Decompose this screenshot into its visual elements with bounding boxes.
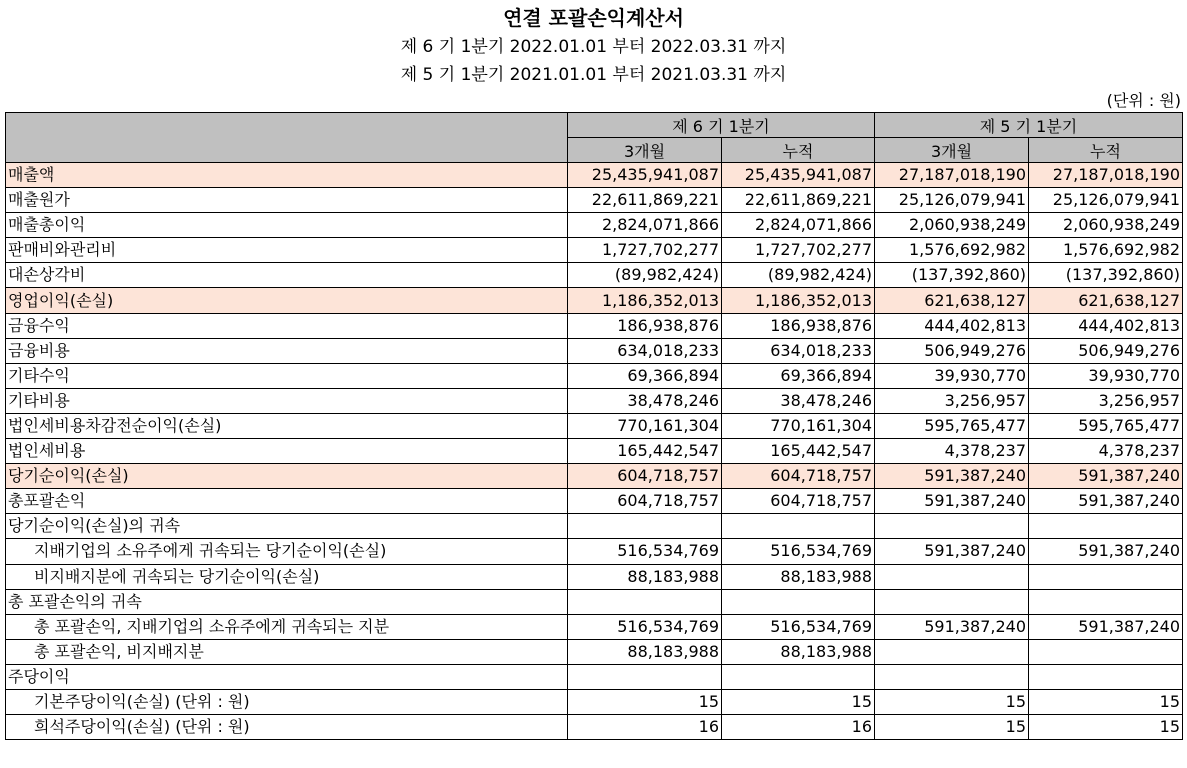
table-row — [6, 163, 1183, 188]
row-label: 총 포괄손익, 지배기업의 소유주에게 귀속되는 지분 — [6, 614, 568, 639]
row-value: 39,930,770 — [1029, 363, 1183, 388]
row-value: 591,387,240 — [1029, 489, 1183, 514]
row-value: 165,442,547 — [722, 439, 875, 464]
row-value: 3,256,957 — [875, 388, 1029, 413]
row-value: 39,930,770 — [875, 363, 1029, 388]
table-row — [6, 464, 1183, 489]
row-value: 16 — [722, 715, 875, 740]
row-label: 매출총이익 — [6, 213, 568, 238]
row-value: 634,018,233 — [568, 338, 722, 363]
row-value — [1029, 664, 1183, 689]
row-value: 2,060,938,249 — [875, 213, 1029, 238]
row-label: 대손상각비 — [6, 263, 568, 288]
row-value: 591,387,240 — [875, 539, 1029, 564]
row-value: 15 — [568, 689, 722, 714]
row-value: 2,824,071,866 — [568, 213, 722, 238]
row-value: 621,638,127 — [1029, 288, 1183, 313]
row-value — [1029, 589, 1183, 614]
row-label: 비지배지분에 귀속되는 당기순이익(손실) — [6, 564, 568, 589]
row-value: 38,478,246 — [722, 388, 875, 413]
row-label: 금융수익 — [6, 313, 568, 338]
table-row — [6, 614, 1183, 639]
table-row — [6, 664, 1183, 689]
table-row — [6, 338, 1183, 363]
row-label: 기타수익 — [6, 363, 568, 388]
header-cumulative: 누적 — [1029, 138, 1183, 163]
unit-label: (단위 : 원) — [1106, 91, 1181, 110]
row-value: 1,576,692,982 — [1029, 238, 1183, 263]
row-label: 주당이익 — [6, 664, 568, 689]
row-value: 770,161,304 — [722, 413, 875, 438]
header-prior-period: 제 5 기 1분기 — [875, 113, 1183, 138]
row-label: 희석주당이익(손실) (단위 : 원) — [6, 715, 568, 740]
row-value: 69,366,894 — [568, 363, 722, 388]
table-row — [6, 363, 1183, 388]
row-label: 판매비와관리비 — [6, 238, 568, 263]
table-row — [6, 539, 1183, 564]
row-value: 1,727,702,277 — [568, 238, 722, 263]
row-value — [1029, 564, 1183, 589]
row-value: 38,478,246 — [568, 388, 722, 413]
row-value: 1,576,692,982 — [875, 238, 1029, 263]
header-blank — [6, 113, 568, 163]
row-value: 165,442,547 — [568, 439, 722, 464]
row-value: 1,186,352,013 — [722, 288, 875, 313]
row-value: 25,126,079,941 — [875, 188, 1029, 213]
row-label: 기본주당이익(손실) (단위 : 원) — [6, 689, 568, 714]
table-row — [6, 313, 1183, 338]
row-value: 15 — [722, 689, 875, 714]
statement-title: 연결 포괄손익계산서 — [503, 6, 684, 30]
row-value: 186,938,876 — [722, 313, 875, 338]
period-current: 제 6 기 1분기 2022.01.01 부터 2022.03.31 까지 — [400, 37, 787, 57]
row-value: (89,982,424) — [568, 263, 722, 288]
row-value: (89,982,424) — [722, 263, 875, 288]
row-label: 당기순이익(손실) — [6, 464, 568, 489]
row-value: 2,060,938,249 — [1029, 213, 1183, 238]
table-row — [6, 489, 1183, 514]
row-value: 621,638,127 — [875, 288, 1029, 313]
table-row — [6, 213, 1183, 238]
row-value: 22,611,869,221 — [722, 188, 875, 213]
row-value: 15 — [1029, 689, 1183, 714]
table-row — [6, 238, 1183, 263]
row-label: 법인세비용차감전순이익(손실) — [6, 413, 568, 438]
table-row — [6, 639, 1183, 664]
row-label: 영업이익(손실) — [6, 288, 568, 313]
income-statement-table — [5, 112, 1183, 740]
table-row — [6, 564, 1183, 589]
row-label: 법인세비용 — [6, 439, 568, 464]
row-value: 1,727,702,277 — [722, 238, 875, 263]
row-value — [875, 564, 1029, 589]
row-value — [722, 514, 875, 539]
row-value: 595,765,477 — [1029, 413, 1183, 438]
table-row — [6, 514, 1183, 539]
row-value: 591,387,240 — [1029, 539, 1183, 564]
row-value: (137,392,860) — [1029, 263, 1183, 288]
row-value: 591,387,240 — [875, 614, 1029, 639]
row-value: 506,949,276 — [875, 338, 1029, 363]
table-row — [6, 413, 1183, 438]
header-current-period: 제 6 기 1분기 — [568, 113, 875, 138]
row-value — [1029, 639, 1183, 664]
table-row — [6, 439, 1183, 464]
row-value: 444,402,813 — [875, 313, 1029, 338]
row-value: 25,126,079,941 — [1029, 188, 1183, 213]
row-value — [875, 589, 1029, 614]
table-row — [6, 263, 1183, 288]
row-value — [722, 589, 875, 614]
row-label: 당기순이익(손실)의 귀속 — [6, 514, 568, 539]
row-value: 4,378,237 — [1029, 439, 1183, 464]
row-value — [568, 589, 722, 614]
row-value: 506,949,276 — [1029, 338, 1183, 363]
period-prior: 제 5 기 1분기 2021.01.01 부터 2021.03.31 까지 — [400, 65, 787, 85]
table-row — [6, 388, 1183, 413]
table-row — [6, 589, 1183, 614]
row-value: 25,435,941,087 — [722, 163, 875, 188]
row-value — [568, 514, 722, 539]
row-value — [875, 664, 1029, 689]
row-value: 591,387,240 — [875, 489, 1029, 514]
row-value: 2,824,071,866 — [722, 213, 875, 238]
row-value: 15 — [1029, 715, 1183, 740]
row-value: 88,183,988 — [722, 564, 875, 589]
row-value — [722, 664, 875, 689]
row-value: (137,392,860) — [875, 263, 1029, 288]
row-value — [568, 664, 722, 689]
row-value: 516,534,769 — [722, 614, 875, 639]
row-value: 604,718,757 — [722, 464, 875, 489]
row-value: 604,718,757 — [568, 464, 722, 489]
row-value: 591,387,240 — [875, 464, 1029, 489]
row-label: 금융비용 — [6, 338, 568, 363]
row-value: 27,187,018,190 — [1029, 163, 1183, 188]
row-value: 69,366,894 — [722, 363, 875, 388]
row-label: 지배기업의 소유주에게 귀속되는 당기순이익(손실) — [6, 539, 568, 564]
row-value: 3,256,957 — [1029, 388, 1183, 413]
row-label: 매출액 — [6, 163, 568, 188]
row-label: 총 포괄손익, 비지배지분 — [6, 639, 568, 664]
row-value: 516,534,769 — [568, 614, 722, 639]
table-row — [6, 715, 1183, 740]
row-value: 595,765,477 — [875, 413, 1029, 438]
row-value: 88,183,988 — [568, 639, 722, 664]
header-three-month: 3개월 — [568, 138, 722, 163]
row-value: 604,718,757 — [722, 489, 875, 514]
row-value: 88,183,988 — [568, 564, 722, 589]
row-label: 매출원가 — [6, 188, 568, 213]
header-cumulative: 누적 — [722, 138, 875, 163]
row-value: 516,534,769 — [722, 539, 875, 564]
row-value — [875, 514, 1029, 539]
row-value: 516,534,769 — [568, 539, 722, 564]
row-value: 4,378,237 — [875, 439, 1029, 464]
row-value: 15 — [875, 689, 1029, 714]
row-value: 770,161,304 — [568, 413, 722, 438]
row-value: 591,387,240 — [1029, 464, 1183, 489]
row-value: 27,187,018,190 — [875, 163, 1029, 188]
row-label: 총포괄손익 — [6, 489, 568, 514]
row-value — [875, 639, 1029, 664]
row-value: 186,938,876 — [568, 313, 722, 338]
row-value: 1,186,352,013 — [568, 288, 722, 313]
table-row — [6, 288, 1183, 313]
table-row — [6, 689, 1183, 714]
row-value: 591,387,240 — [1029, 614, 1183, 639]
row-value: 15 — [875, 715, 1029, 740]
row-value: 88,183,988 — [722, 639, 875, 664]
row-value: 634,018,233 — [722, 338, 875, 363]
row-value: 604,718,757 — [568, 489, 722, 514]
row-value: 22,611,869,221 — [568, 188, 722, 213]
row-value: 16 — [568, 715, 722, 740]
row-value: 444,402,813 — [1029, 313, 1183, 338]
row-label: 기타비용 — [6, 388, 568, 413]
row-value — [1029, 514, 1183, 539]
row-value: 25,435,941,087 — [568, 163, 722, 188]
row-label: 총 포괄손익의 귀속 — [6, 589, 568, 614]
header-three-month: 3개월 — [875, 138, 1029, 163]
table-row — [6, 188, 1183, 213]
